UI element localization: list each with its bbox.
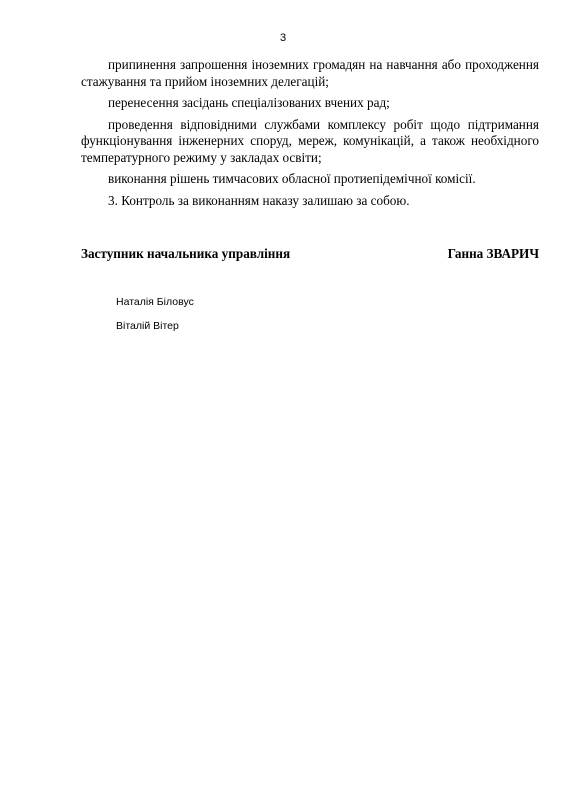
paragraph: проведення відповідними службами комплексу робіт щодо підтримання функціонування інженерних споруд, мереж, комунікацій, а також необхідного температурного режиму у закладах освіти; <box>81 116 539 165</box>
executors-list <box>116 296 194 344</box>
paragraph: припинення запрошення іноземних громадян на навчання або проходження стажування та прийом іноземних делегацій; <box>81 57 539 89</box>
executor-name: Наталія Біловус <box>116 296 194 308</box>
signatory-position: Заступник начальника управління <box>81 246 291 261</box>
signatory-name: Ганна ЗВАРИЧ <box>447 246 539 261</box>
paragraph: 3. Контроль за виконанням наказу залишаю за собою. <box>108 192 410 208</box>
paragraph: виконання рішень тимчасових обласної протиепідемічної комісії. <box>108 171 476 186</box>
page-number: 3 <box>279 32 287 44</box>
executor-name: Віталій Вітер <box>116 320 179 332</box>
document-body <box>81 57 539 214</box>
paragraph: перенесення засідань спеціалізованих вчених рад; <box>108 95 390 110</box>
